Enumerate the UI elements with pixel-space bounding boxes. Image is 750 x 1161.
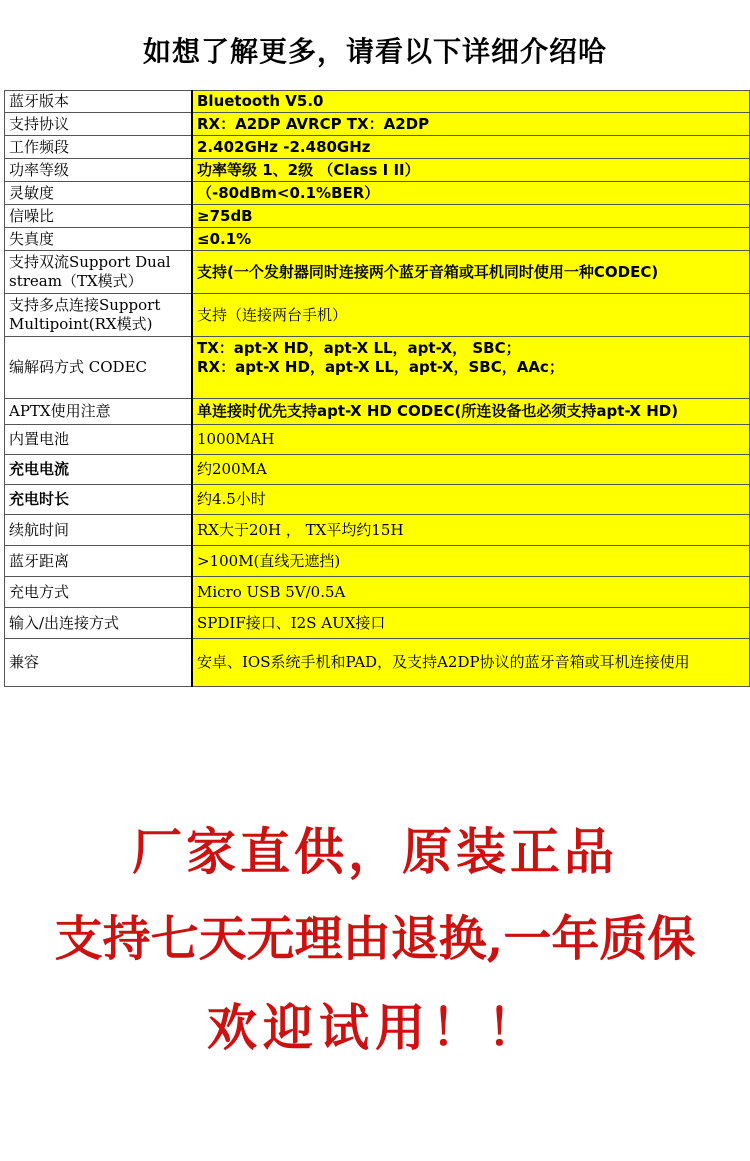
- table-row: [5, 159, 750, 182]
- spec-value: >100M(直线无遮挡): [192, 546, 750, 577]
- spec-key: 蓝牙版本: [5, 91, 193, 113]
- table-row: [5, 546, 750, 577]
- spec-value: RX大于20H ， TX平均约15H: [192, 515, 750, 546]
- spec-value: 支持(一个发射器同时连接两个蓝牙音箱或耳机同时使用一种CODEC): [192, 251, 750, 294]
- spec-key: 兼容: [5, 639, 193, 687]
- table-row: [5, 577, 750, 608]
- spec-key: 工作频段: [5, 136, 193, 159]
- spec-key: 支持双流Support Dual stream（TX模式）: [5, 251, 193, 294]
- spec-value: ≥75dB: [192, 205, 750, 228]
- spec-value: 1000MAH: [192, 425, 750, 455]
- spec-value: 功率等级 1、2级 （Class I II）: [192, 159, 750, 182]
- promo-line-return-policy: 支持七天无理由退换,一年质保: [54, 911, 696, 967]
- spec-key: 灵敏度: [5, 182, 193, 205]
- table-row: [5, 205, 750, 228]
- spec-value: RX：A2DP AVRCP TX：A2DP: [192, 113, 750, 136]
- spec-value: 2.402GHz -2.480GHz: [192, 136, 750, 159]
- table-row: [5, 485, 750, 515]
- spec-value: SPDIF接口、I2S AUX接口: [192, 608, 750, 639]
- table-row: [5, 425, 750, 455]
- codec-rx-line: RX：apt-X HD，apt-X LL，apt-X，SBC，AAc；: [197, 358, 564, 376]
- table-row: [5, 608, 750, 639]
- table-row: [5, 113, 750, 136]
- spec-value: 单连接时优先支持apt-X HD CODEC(所连设备也必须支持apt-X HD): [192, 399, 750, 425]
- table-row: [5, 515, 750, 546]
- spec-key: 支持协议: [5, 113, 193, 136]
- spec-value: 支持（连接两台手机）: [192, 294, 750, 337]
- table-row: [5, 455, 750, 485]
- spec-key: 内置电池: [5, 425, 193, 455]
- spec-key: 信噪比: [5, 205, 193, 228]
- spec-key: 失真度: [5, 228, 193, 251]
- spec-key: APTX使用注意: [5, 399, 193, 425]
- spec-value: 约4.5小时: [192, 485, 750, 515]
- table-row: [5, 251, 750, 294]
- table-row: [5, 91, 750, 113]
- table-row: [5, 228, 750, 251]
- promo-line-welcome: 欢迎试用！！: [207, 998, 543, 1057]
- table-row: [5, 182, 750, 205]
- table-row: [5, 337, 750, 399]
- spec-key: 蓝牙距离: [5, 546, 193, 577]
- spec-value: Bluetooth V5.0: [192, 91, 750, 113]
- spec-table: [4, 90, 750, 687]
- spec-value: 约200MA: [192, 455, 750, 485]
- table-row: [5, 399, 750, 425]
- page-title: 如想了解更多，请看以下详细介绍哈: [142, 35, 607, 68]
- table-row: [5, 294, 750, 337]
- spec-key: 充电方式: [5, 577, 193, 608]
- spec-key: 支持多点连接Support Multipoint(RX模式): [5, 294, 193, 337]
- spec-key: 功率等级: [5, 159, 193, 182]
- spec-value: 安卓、IOS系统手机和PAD，及支持A2DP协议的蓝牙音箱或耳机连接使用: [192, 639, 750, 687]
- promo-line-direct-supply: 厂家直供，原装正品: [132, 822, 618, 881]
- spec-key: 充电时长: [5, 485, 193, 515]
- table-row: [5, 639, 750, 687]
- spec-value: Micro USB 5V/0.5A: [192, 577, 750, 608]
- table-row: [5, 136, 750, 159]
- spec-key: 续航时间: [5, 515, 193, 546]
- spec-key: 编解码方式 CODEC: [5, 337, 193, 399]
- spec-value: （-80dBm<0.1%BER）: [192, 182, 750, 205]
- codec-tx-line: TX：apt-X HD，apt-X LL，apt-X， SBC；: [197, 339, 521, 357]
- spec-value: [192, 337, 750, 399]
- spec-value: ≤0.1%: [192, 228, 750, 251]
- spec-key: 充电电流: [5, 455, 193, 485]
- spec-key: 输入/出连接方式: [5, 608, 193, 639]
